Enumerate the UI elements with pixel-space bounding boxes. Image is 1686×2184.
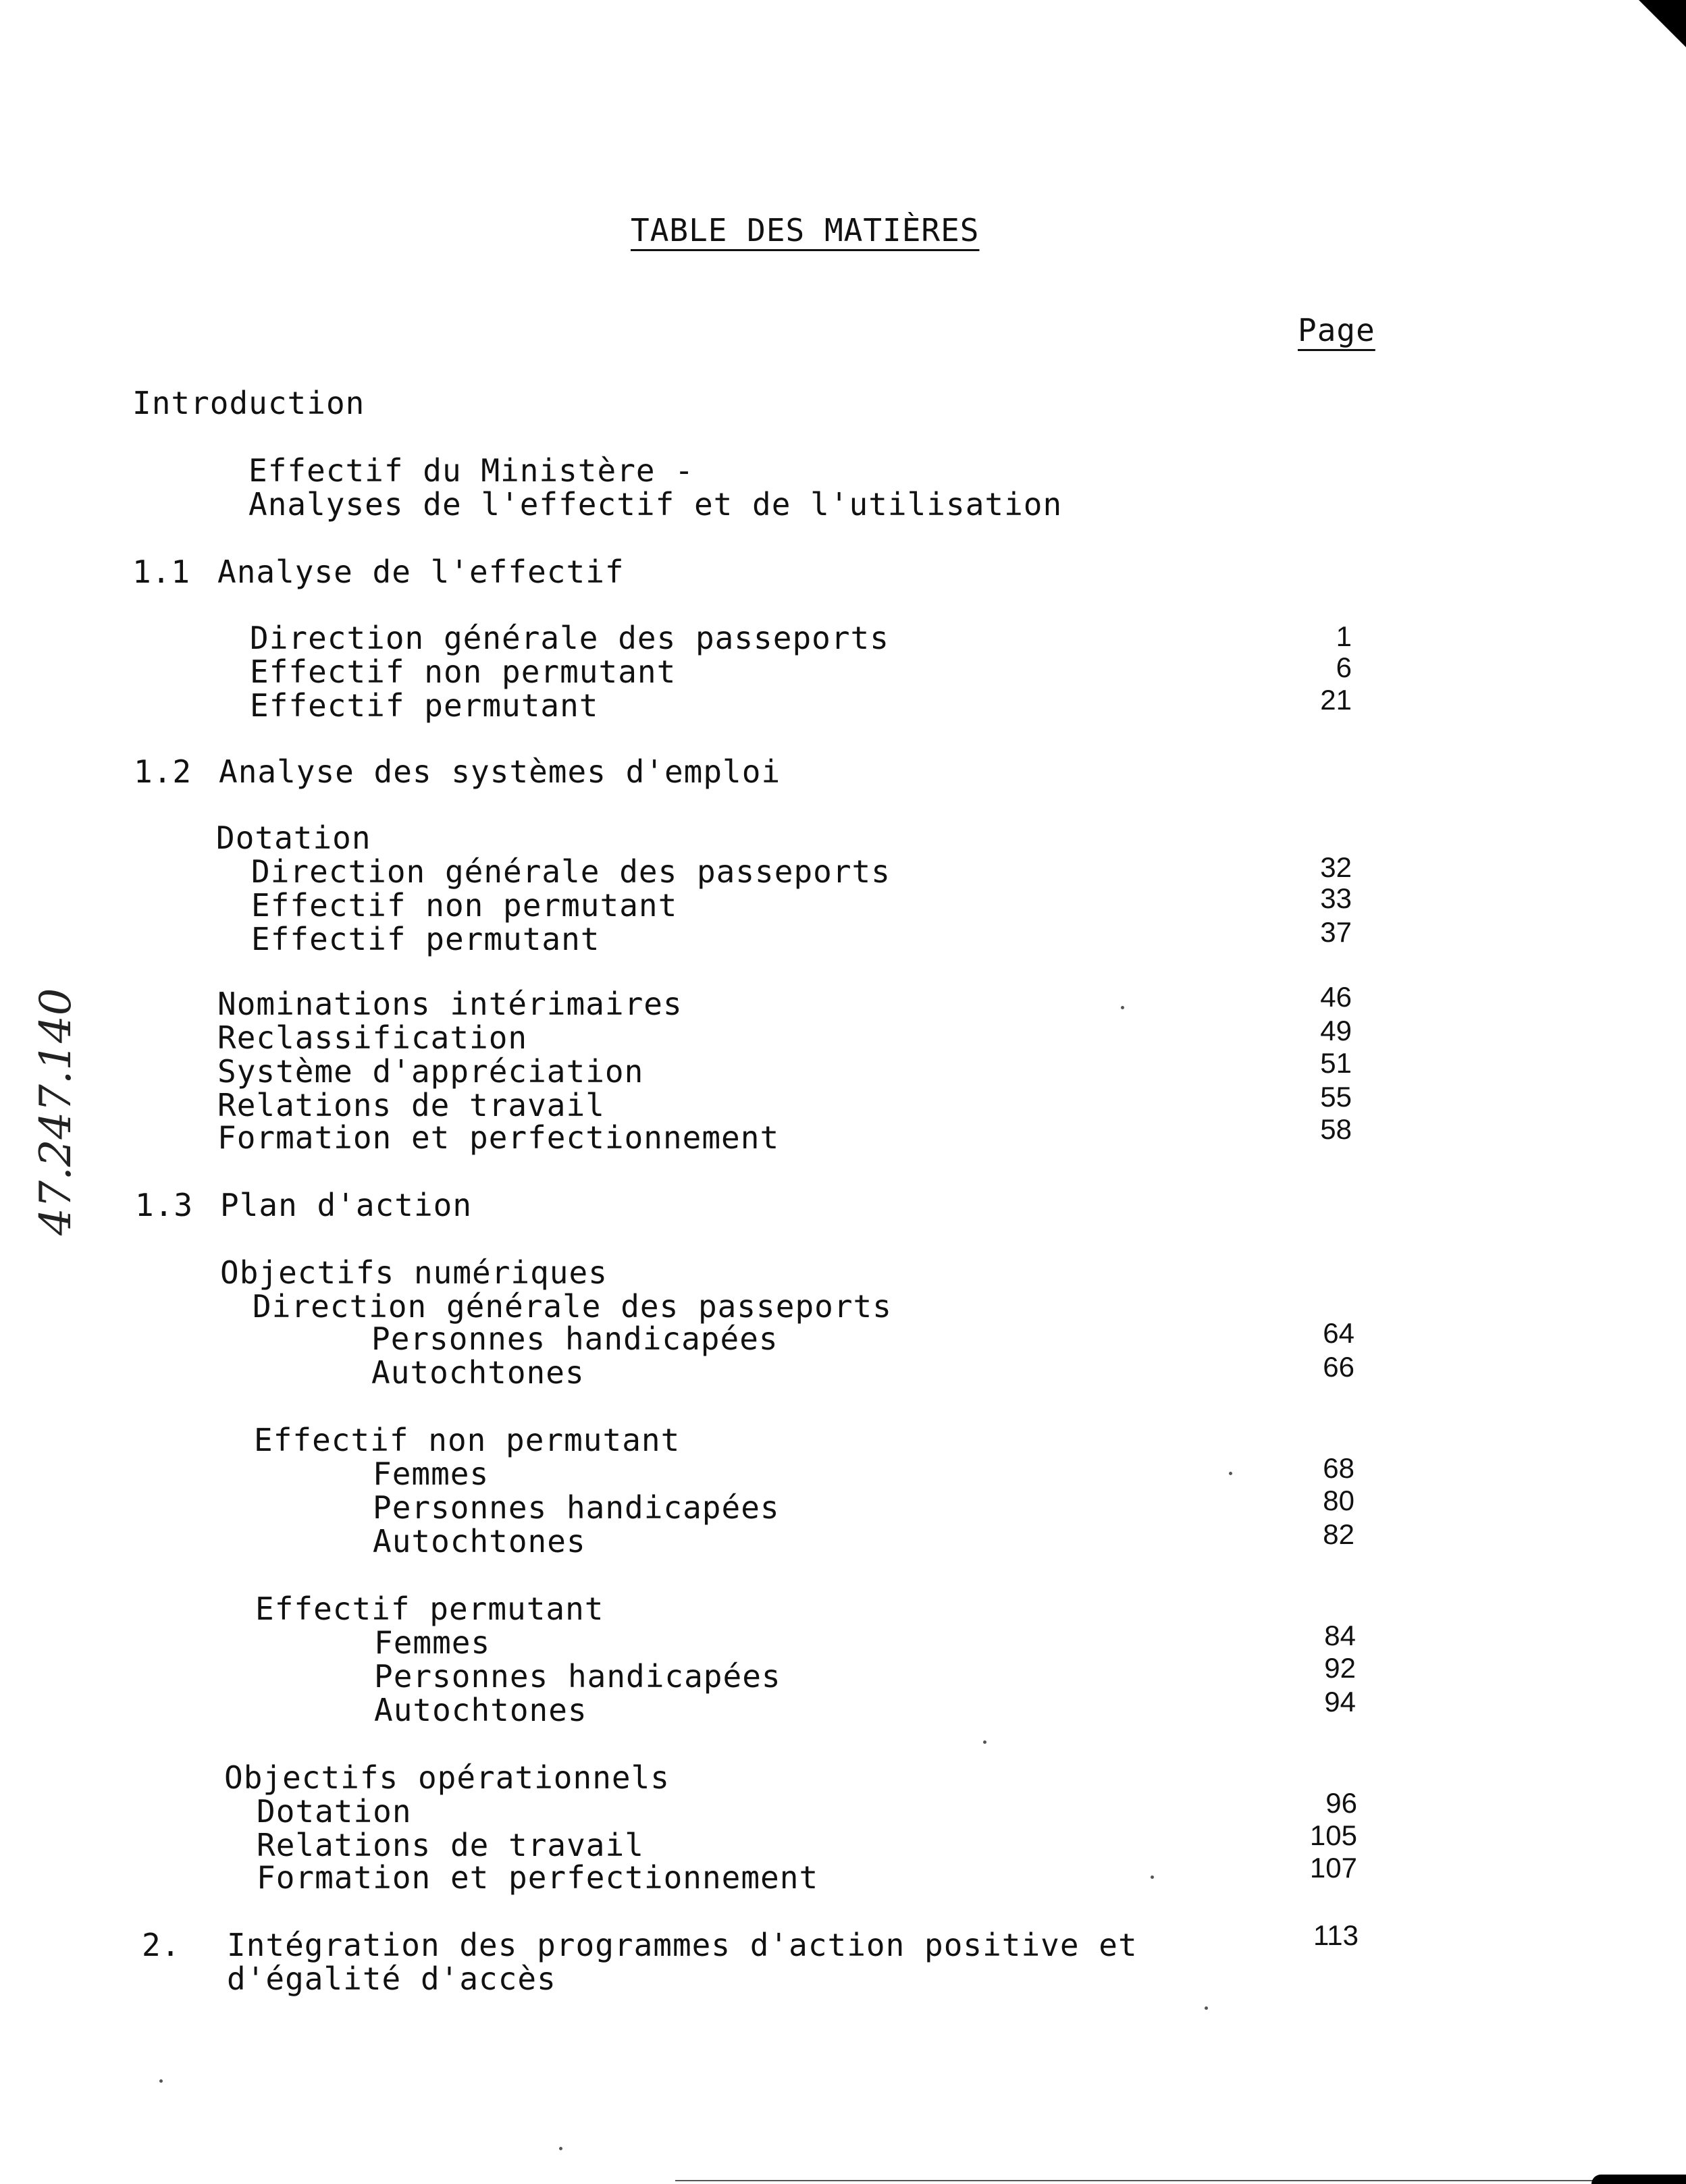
toc-entry: Personnes handicapées: [371, 1321, 779, 1357]
scan-speck: [1205, 2006, 1208, 2010]
toc-entry: Direction générale des passeports: [250, 620, 889, 656]
page-number: 96: [1325, 1787, 1357, 1819]
page-number: 107: [1309, 1852, 1357, 1884]
toc-entry: Direction générale des passeports: [251, 853, 891, 890]
toc-entry: Dotation: [257, 1793, 412, 1830]
toc-entry: Effectif non permutant: [251, 887, 678, 924]
section-heading: Plan d'action: [220, 1187, 473, 1223]
page-number: 82: [1323, 1518, 1354, 1550]
page-number: 58: [1320, 1113, 1352, 1145]
section-number: 2.: [142, 1927, 181, 1963]
toc-entry: Autochtones: [373, 1523, 586, 1560]
page-number: 46: [1320, 981, 1352, 1013]
toc-subheading: Objectifs numériques: [220, 1254, 608, 1291]
scan-speck: [559, 2147, 562, 2150]
scan-corner-mark: [1591, 2175, 1686, 2184]
toc-entry: Système d'appréciation: [217, 1053, 644, 1090]
section-number: 1.2: [134, 753, 192, 790]
toc-subheading: Objectifs opérationnels: [224, 1759, 670, 1796]
handwritten-margin-note: 47.247.140: [31, 988, 81, 1235]
page-number: 105: [1309, 1819, 1357, 1851]
toc-entry: Autochtones: [374, 1692, 587, 1728]
page-number: 37: [1320, 916, 1352, 948]
toc-entry: Nominations intérimaires: [217, 986, 683, 1022]
scan-speck: [983, 1740, 986, 1744]
page-number: 113: [1313, 1919, 1359, 1951]
toc-entry: Femmes: [373, 1456, 490, 1492]
section-number: 1.1: [132, 554, 191, 590]
toc-entry: Introduction: [132, 385, 365, 421]
page-number: 64: [1323, 1317, 1354, 1349]
page-number: 80: [1323, 1485, 1354, 1516]
section-heading: Intégration des programmes d'action positive et: [227, 1927, 1138, 1963]
toc-entry: Relations de travail: [257, 1827, 644, 1863]
page-number: 55: [1320, 1081, 1352, 1113]
toc-entry: Analyses de l'effectif et de l'utilisation: [248, 486, 1063, 523]
toc-entry: Direction générale des passeports: [253, 1288, 892, 1325]
toc-entry: Effectif permutant: [250, 687, 599, 724]
scan-speck: [1151, 1875, 1154, 1879]
page-column-header: Page: [1298, 312, 1375, 348]
page-number: 6: [1336, 651, 1352, 683]
page-number: 94: [1324, 1686, 1356, 1717]
toc-entry: Formation et perfectionnement: [217, 1119, 780, 1156]
toc-entry: Femmes: [374, 1624, 491, 1661]
page-number: 92: [1324, 1652, 1356, 1684]
section-heading: Analyse de l'effectif: [217, 554, 625, 590]
toc-subheading: Effectif non permutant: [254, 1422, 681, 1458]
page-number: 1: [1336, 620, 1352, 652]
scan-speck: [1121, 1006, 1124, 1009]
page-number: 49: [1320, 1015, 1352, 1046]
toc-entry: Autochtones: [371, 1354, 585, 1391]
page-number: 21: [1320, 684, 1352, 716]
section-number: 1.3: [135, 1187, 194, 1223]
toc-entry: Effectif du Ministère -: [248, 452, 694, 489]
toc-subheading: Dotation: [216, 820, 371, 856]
scan-speck: [159, 2079, 163, 2083]
page-number: 51: [1320, 1047, 1352, 1079]
toc-entry: Effectif permutant: [251, 921, 600, 957]
toc-entry: Personnes handicapées: [373, 1489, 780, 1526]
page-number: 84: [1324, 1620, 1356, 1651]
toc-entry: Relations de travail: [217, 1087, 605, 1123]
page-number: 66: [1323, 1351, 1354, 1383]
page-number: 33: [1320, 882, 1352, 914]
page-title: TABLE DES MATIÈRES: [631, 212, 980, 248]
toc-entry: Reclassification: [217, 1019, 528, 1056]
page-number: 68: [1323, 1452, 1354, 1484]
toc-entry: Personnes handicapées: [374, 1658, 781, 1695]
scan-speck: [1229, 1472, 1232, 1475]
scan-edge-line: [675, 2180, 1593, 2181]
toc-subheading: Effectif permutant: [255, 1591, 604, 1627]
toc-entry: Effectif non permutant: [250, 654, 677, 690]
section-heading: Analyse des systèmes d'emploi: [219, 753, 781, 790]
scan-corner-mark: [1639, 0, 1686, 47]
toc-entry: Formation et perfectionnement: [257, 1859, 819, 1896]
section-heading-continued: d'égalité d'accès: [227, 1961, 556, 1997]
page-number: 32: [1320, 851, 1352, 883]
